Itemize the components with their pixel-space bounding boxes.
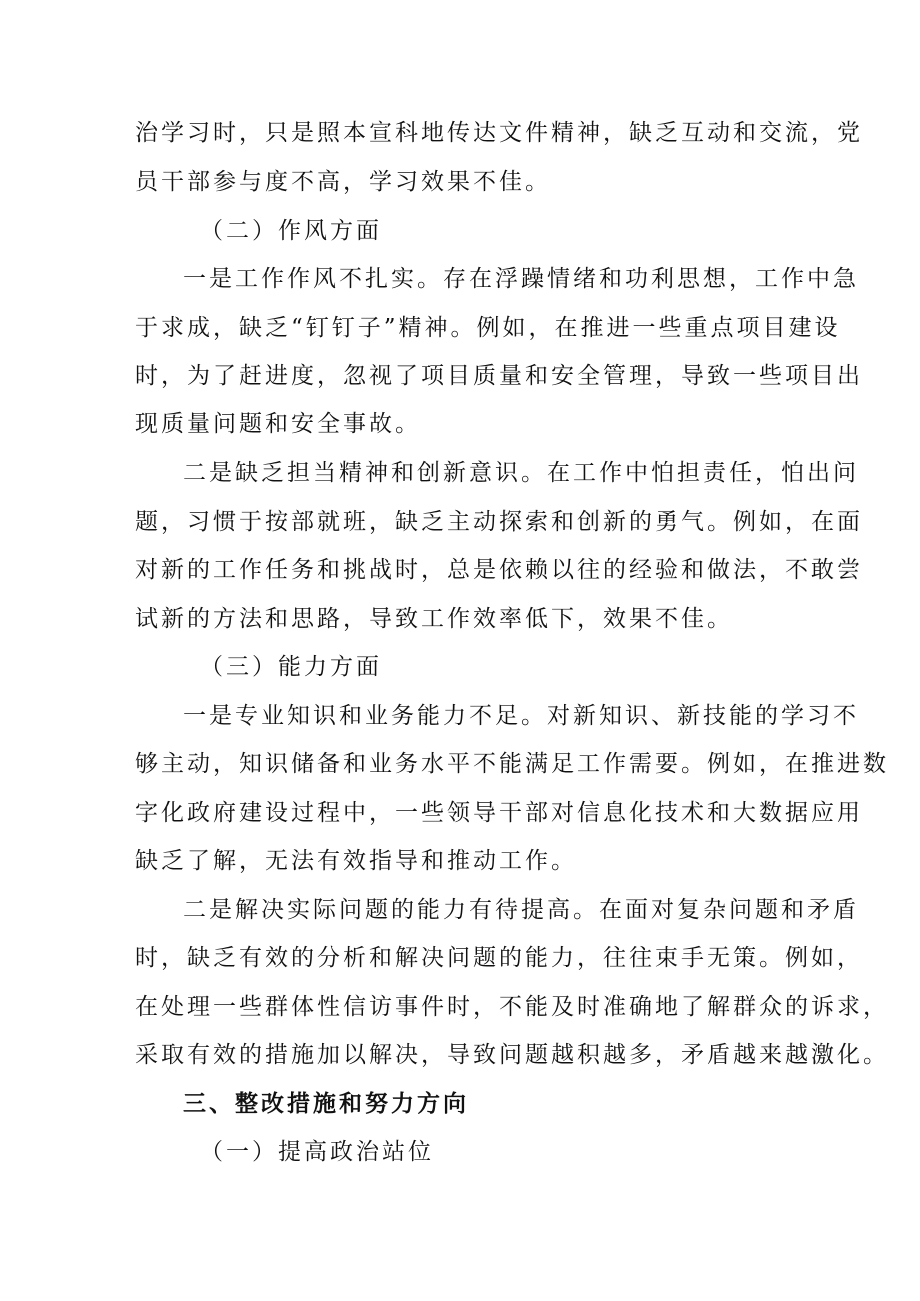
section-heading-style: （二）作风方面 [200, 218, 382, 244]
text-line-20: 采取有效的措施加以解决，导致问题越积越多，矛盾越来越激化。 [135, 1042, 889, 1068]
text-line-18: 时，缺乏有效的分析和解决问题的能力，往往束手无策。例如， [135, 945, 863, 971]
section-heading-political: （一）提高政治站位 [200, 1139, 434, 1165]
text-line-11: 试新的方法和思路，导致工作效率低下，效果不佳。 [135, 606, 733, 632]
text-line-16: 缺乏了解，无法有效指导和推动工作。 [135, 848, 577, 874]
text-line-19: 在处理一些群体性信访事件时，不能及时准确地了解群众的诉求， [135, 994, 889, 1020]
text-line-15: 字化政府建设过程中，一些领导干部对信息化技术和大数据应用 [135, 800, 863, 826]
text-line-1: 治学习时，只是照本宣科地传达文件精神，缺乏互动和交流，党 [135, 120, 863, 146]
text-line-8: 二是缺乏担当精神和创新意识。在工作中怕担责任，怕出问 [183, 460, 859, 486]
section-heading-ability: （三）能力方面 [200, 654, 382, 680]
text-line-6: 时，为了赶进度，忽视了项目质量和安全管理，导致一些项目出 [135, 363, 863, 389]
text-line-14: 够主动，知识储备和业务水平不能满足工作需要。例如，在推进数 [135, 751, 889, 777]
text-line-5: 于求成，缺乏“钉钉子”精神。例如，在推进一些重点项目建设 [135, 315, 841, 341]
section-heading-rectification: 三、整改措施和努力方向 [183, 1090, 469, 1117]
text-line-2: 员干部参与度不高，学习效果不佳。 [135, 169, 551, 195]
text-line-10: 对新的工作任务和挑战时，总是依赖以往的经验和做法，不敢尝 [135, 557, 863, 583]
text-line-17: 二是解决实际问题的能力有待提高。在面对复杂问题和矛盾 [183, 897, 859, 923]
text-line-9: 题，习惯于按部就班，缺乏主动探索和创新的勇气。例如，在面 [135, 509, 863, 535]
text-line-4: 一是工作作风不扎实。存在浮躁情绪和功利思想，工作中急 [183, 266, 859, 292]
text-line-7: 现质量问题和安全事故。 [135, 411, 421, 437]
text-line-13: 一是专业知识和业务能力不足。对新知识、新技能的学习不 [183, 703, 859, 729]
